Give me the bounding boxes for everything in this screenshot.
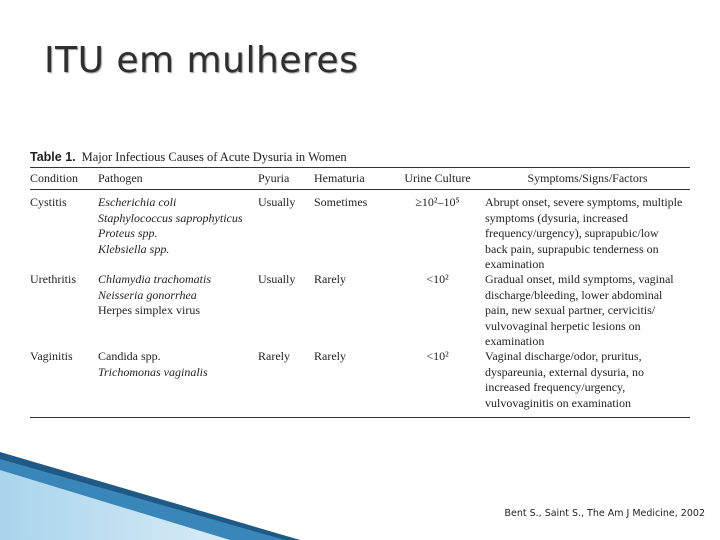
cell-hematuria: Rarely	[314, 349, 346, 363]
pathogen-item: Klebsiella spp.	[98, 241, 170, 256]
symptom-line: Vaginal discharge/odor, pruritus,	[485, 349, 642, 363]
cell-urine-culture: ≥10²–10⁵	[415, 195, 460, 209]
pathogen-item: Trichomonas vaginalis	[98, 364, 208, 379]
header-hematuria: Hematuria	[314, 170, 365, 185]
symptom-line: frequency/urgency), suprapubic/low	[485, 226, 659, 240]
symptom-line: vulvovaginal herpetic lesions on	[485, 318, 641, 333]
table-caption-text: Major Infectious Causes of Acute Dysuria in Women	[81, 150, 347, 164]
pathogen-item: Candida spp.	[98, 349, 161, 363]
pathogen-item: Staphylococcus saprophyticus	[98, 210, 243, 225]
pathogen-item: Chlamydia trachomatis	[98, 272, 211, 286]
symptom-line: examination	[485, 334, 545, 348]
symptom-line: vulvovaginitis on examination	[485, 395, 631, 410]
citation-text: Bent S., Saint S., The Am J Medicine, 2002	[504, 508, 705, 519]
symptom-line: pain, new sexual partner, cervicitis/	[485, 303, 656, 317]
header-pyuria: Pyuria	[258, 170, 290, 185]
header-condition: Condition	[30, 170, 79, 185]
symptom-line: discharge/bleeding, lower abdominal	[485, 287, 663, 302]
symptom-line: back pain, suprapubic tenderness on	[485, 241, 659, 256]
cell-condition: Urethritis	[30, 272, 76, 286]
cell-urine-culture: <10²	[426, 349, 449, 363]
header-pathogen: Pathogen	[98, 170, 143, 185]
symptom-line: Abrupt onset, severe symptoms, multiple	[485, 195, 683, 209]
cell-pyuria: Usually	[258, 195, 296, 209]
symptom-line: examination	[485, 257, 545, 271]
symptom-line: increased frequency/urgency,	[485, 380, 626, 394]
slide-title: ITU em mulheres	[44, 40, 359, 81]
symptom-line: symptoms (dysuria, increased	[485, 210, 628, 225]
symptom-line: dyspareunia, external dysuria, no	[485, 364, 644, 379]
pathogen-item: Herpes simplex virus	[98, 303, 200, 317]
cell-condition: Cystitis	[30, 195, 67, 209]
symptom-line: Gradual onset, mild symptoms, vaginal	[485, 272, 674, 286]
pathogen-item: Neisseria gonorrhea	[98, 287, 197, 302]
table-label: Table 1.	[30, 150, 76, 164]
cell-condition: Vaginitis	[30, 349, 73, 363]
cell-hematuria: Rarely	[314, 272, 346, 286]
cell-pyuria: Rarely	[258, 349, 290, 363]
header-urine-culture: Urine Culture	[404, 170, 471, 185]
cell-hematuria: Sometimes	[314, 195, 368, 209]
pathogen-item: Proteus spp.	[98, 226, 158, 240]
pathogen-item: Escherichia coli	[98, 195, 177, 209]
cell-pyuria: Usually	[258, 272, 296, 286]
header-symptoms: Symptoms/Signs/Factors	[527, 170, 648, 185]
cell-urine-culture: <10²	[426, 272, 449, 286]
